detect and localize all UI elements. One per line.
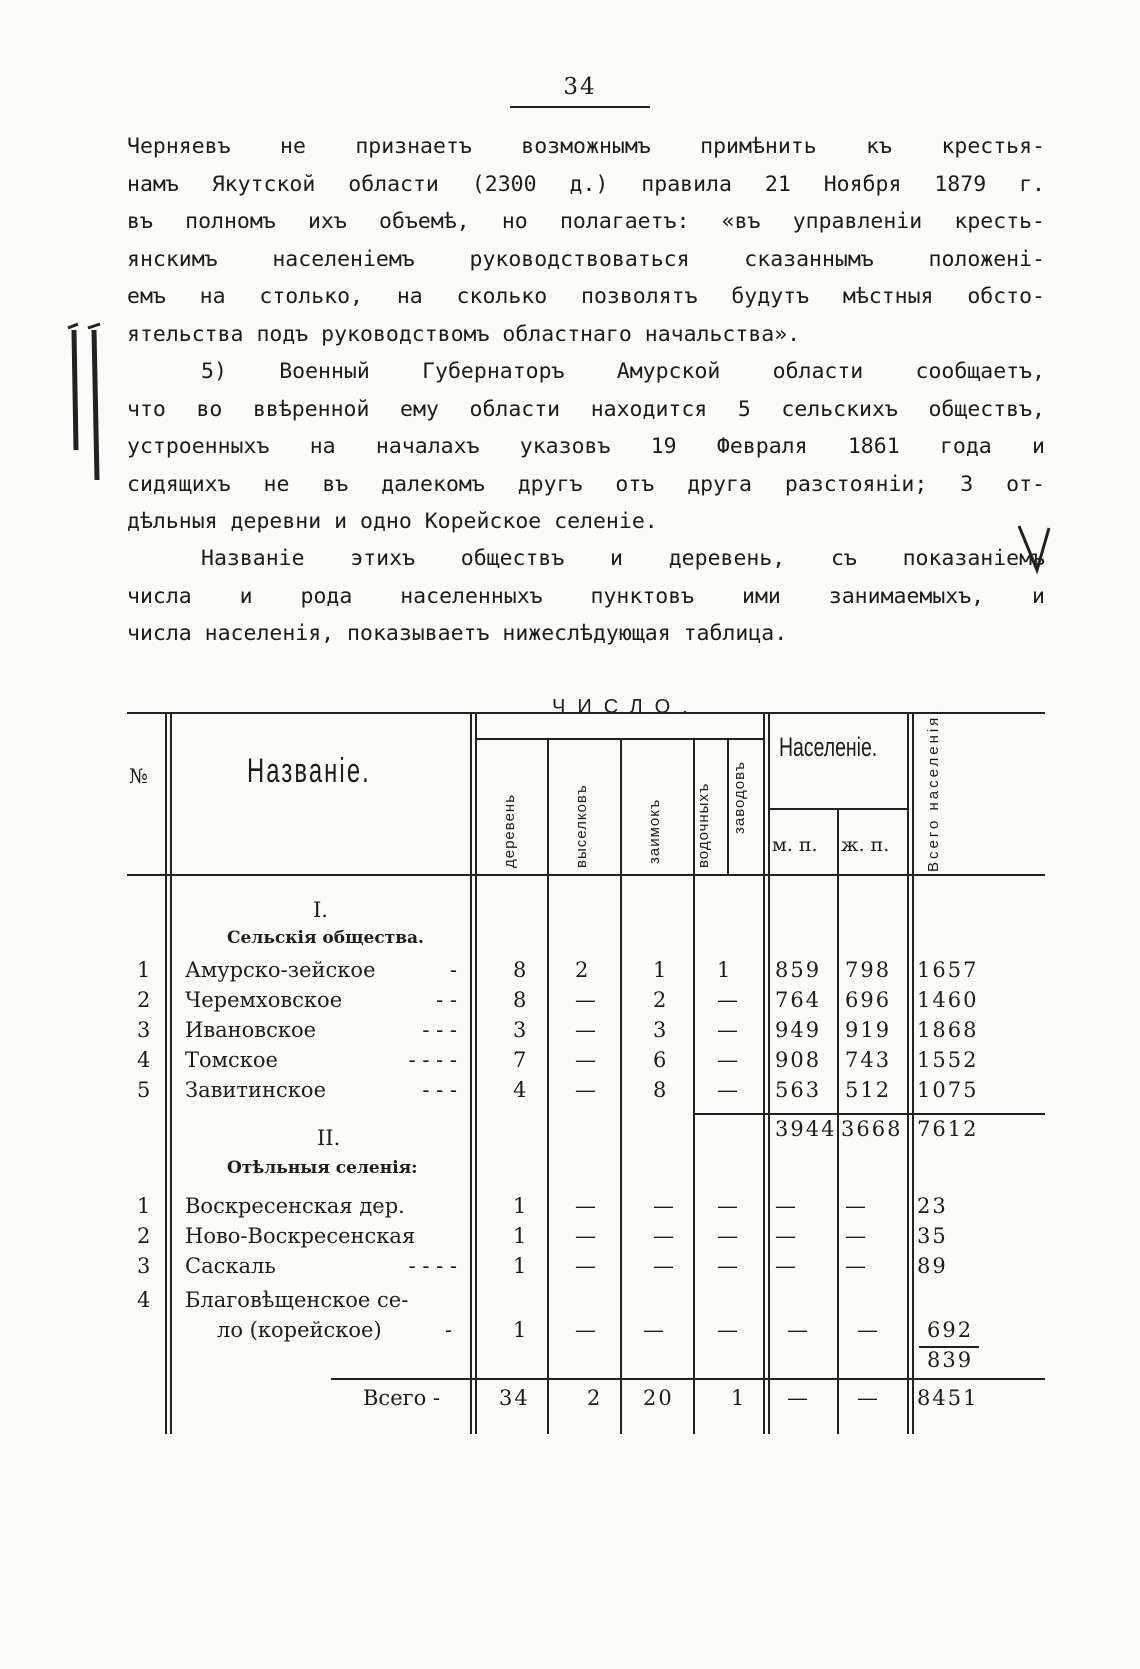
text-line: что во ввѣренной ему области находится 5 сельскихъ обществъ, xyxy=(127,396,1045,422)
header-male: м. п. xyxy=(772,834,818,856)
text-line: въ полномъ ихъ объемѣ, но полагаетъ: «въ управленiи кресть- xyxy=(127,209,1045,234)
cell-total: 1552 xyxy=(917,1048,979,1072)
cell-villages: 8 xyxy=(513,988,529,1012)
row-number: 5 xyxy=(137,1078,151,1102)
row-name: Ивановское xyxy=(185,1018,317,1042)
header-distilleries-2: заводовъ xyxy=(731,761,748,834)
cell-female: 798 xyxy=(845,958,892,982)
grand-total-farmsteads: 20 xyxy=(643,1386,674,1410)
cell-male: — xyxy=(787,1318,808,1342)
row-name: Амурско-зейское xyxy=(185,958,376,982)
header-distilleries-1: водочныхъ xyxy=(695,782,712,868)
subtotal-total: 7612 xyxy=(917,1117,979,1141)
cell-settlements: — xyxy=(575,1018,596,1042)
header-count-group: ЧИСЛО. xyxy=(552,696,700,718)
population-table xyxy=(127,696,1045,1512)
row-number: 2 xyxy=(137,1224,151,1248)
row-number: 1 xyxy=(137,1194,151,1218)
row-number: 2 xyxy=(137,988,151,1012)
cell-total: 89 xyxy=(917,1254,948,1278)
cell-female: 512 xyxy=(845,1078,892,1102)
cell-distilleries: — xyxy=(717,1254,738,1278)
cell-distilleries: 1 xyxy=(717,958,731,982)
row-number: 1 xyxy=(137,958,151,982)
header-settlements: выселковъ xyxy=(573,784,590,868)
text-line: Черняевъ не признаетъ возможнымъ примѣнить къ крестья- xyxy=(127,134,1045,159)
text-line: 5) Военный Губернаторъ Амурской области сообщаетъ, xyxy=(201,359,1045,384)
cell-female: — xyxy=(845,1224,868,1248)
cell-male: 949 xyxy=(775,1018,822,1042)
cell-settlements: 2 xyxy=(575,958,589,982)
section-1-title: Сельскiя общества. xyxy=(227,928,424,948)
cell-male: 764 xyxy=(775,988,822,1012)
cell-farmsteads: — xyxy=(643,1318,664,1342)
header-female: ж. п. xyxy=(841,834,890,856)
cell-distilleries: — xyxy=(717,1224,738,1248)
text-line: янскимъ населенiемъ руководствоваться сказаннымъ положенi- xyxy=(127,246,1045,272)
text-line: устроенныхъ на началахъ указовъ 19 Февраля 1861 года и xyxy=(127,434,1045,459)
cell-female: 919 xyxy=(845,1018,892,1042)
row-name-continued: ло (корейское) xyxy=(217,1318,382,1342)
page-number: 34 xyxy=(510,74,650,108)
row-name: Томское xyxy=(185,1048,278,1072)
cell-farmsteads: — xyxy=(653,1224,676,1248)
cell-female: — xyxy=(845,1254,868,1278)
cell-settlements: — xyxy=(575,1254,596,1278)
grand-total-villages: 34 xyxy=(499,1386,530,1410)
cell-settlements: — xyxy=(575,1318,596,1342)
row-number: 4 xyxy=(137,1288,151,1312)
cell-total: 692 xyxy=(927,1318,974,1342)
cell-farmsteads: 6 xyxy=(653,1048,669,1072)
cell-male: — xyxy=(775,1194,798,1218)
cell-settlements: — xyxy=(575,1224,596,1248)
cell-female: 696 xyxy=(845,988,892,1012)
cell-male: — xyxy=(775,1224,798,1248)
row-number: 3 xyxy=(137,1018,151,1042)
header-number: № xyxy=(129,764,148,788)
row-name: Воскресенская дер. xyxy=(185,1194,405,1218)
header-total-population: Всего населенiя. xyxy=(925,707,942,872)
section-2-number: II. xyxy=(317,1126,341,1150)
subtotal-female: 3668 xyxy=(841,1117,903,1141)
cell-villages: 1 xyxy=(513,1318,529,1342)
section-1-number: I. xyxy=(313,898,328,922)
cell-villages: 4 xyxy=(513,1078,529,1102)
grand-total-female: — xyxy=(857,1386,878,1410)
cell-villages: 1 xyxy=(513,1254,529,1278)
text-line: Названiе этихъ обществъ и деревень, съ показанiемъ xyxy=(201,546,1045,571)
grand-total-population: 8451 xyxy=(917,1386,979,1410)
row-leader-dots: - - - - xyxy=(408,1254,457,1278)
row-number: 3 xyxy=(137,1254,151,1278)
text-line: намъ Якутской области (2300 д.) правила 21 Ноября 1879 г. xyxy=(127,171,1045,197)
cell-male: — xyxy=(775,1254,798,1278)
row-name: Завитинское xyxy=(185,1078,326,1102)
cell-villages: 1 xyxy=(513,1224,529,1248)
cell-total: 1657 xyxy=(917,958,979,982)
cell-total: 23 xyxy=(917,1194,948,1218)
row-leader-dots: - - - xyxy=(422,1018,457,1042)
cell-total: 1868 xyxy=(917,1018,979,1042)
cell-total: 1460 xyxy=(917,988,979,1012)
cell-settlements: — xyxy=(575,1194,596,1218)
text-line: емъ на столько, на сколько позволятъ будутъ мѣстныя обсто- xyxy=(127,284,1045,309)
header-villages: деревень xyxy=(501,793,518,868)
cell-settlements: — xyxy=(575,988,596,1012)
cell-villages: 7 xyxy=(513,1048,529,1072)
section-2-title: Отѣльныя селенiя: xyxy=(227,1158,418,1178)
margin-pencil-mark xyxy=(60,320,120,500)
text-line: числа населенiя, показываетъ нижеслѣдующая таблица. xyxy=(127,621,788,646)
cell-female: 743 xyxy=(845,1048,892,1072)
cell-distilleries: — xyxy=(717,988,738,1012)
margin-check-mark xyxy=(1015,520,1055,580)
cell-villages: 1 xyxy=(513,1194,529,1218)
text-line: ятельства подъ руководствомъ областнаго начальства». xyxy=(127,321,801,347)
text-line: сидящихъ не въ далекомъ другъ отъ друга разстоянiи; 3 от- xyxy=(127,471,1045,497)
subtotal-male: 3944 xyxy=(775,1117,837,1141)
cell-female: — xyxy=(857,1318,878,1342)
row-leader-dots: - xyxy=(449,958,457,982)
header-population-group: Населенiе. xyxy=(779,732,878,762)
row-leader-dots: - - - - xyxy=(408,1048,457,1072)
cell-farmsteads: — xyxy=(653,1254,676,1278)
cell-distilleries: — xyxy=(717,1194,738,1218)
row-leader-dots: - xyxy=(445,1318,453,1342)
grand-total-label: Всего - xyxy=(363,1386,441,1410)
cell-male: 859 xyxy=(775,958,822,982)
cell-settlements: — xyxy=(575,1048,596,1072)
header-name: Названiе. xyxy=(247,752,371,790)
cell-farmsteads: 3 xyxy=(653,1018,669,1042)
text-line: числа и рода населенныхъ пунктовъ ими занимаемыхъ, и xyxy=(127,583,1045,609)
cell-distilleries: — xyxy=(717,1048,738,1072)
cell-villages: 3 xyxy=(513,1018,529,1042)
paragraph-3 xyxy=(127,540,1045,653)
row-name: Благовѣщенское се- xyxy=(185,1288,409,1312)
cell-male: 563 xyxy=(775,1078,822,1102)
text-line: дѣльныя деревни и одно Корейское селенiе. xyxy=(127,509,658,534)
section-2-subtotal: 839 xyxy=(927,1348,974,1372)
cell-farmsteads: 1 xyxy=(653,958,669,982)
cell-farmsteads: — xyxy=(653,1194,676,1218)
cell-settlements: — xyxy=(575,1078,596,1102)
header-farmsteads: заимокъ xyxy=(646,798,663,864)
paragraph-1 xyxy=(127,128,1045,353)
row-name: Саскаль xyxy=(185,1254,276,1278)
row-leader-dots: - - xyxy=(436,988,457,1012)
row-leader-dots: - - - xyxy=(422,1078,457,1102)
row-number: 4 xyxy=(137,1048,151,1072)
grand-total-male: — xyxy=(787,1386,808,1410)
grand-total-distilleries: 1 xyxy=(731,1386,747,1410)
cell-male: 908 xyxy=(775,1048,822,1072)
cell-distilleries: — xyxy=(717,1078,738,1102)
cell-distilleries: — xyxy=(717,1018,738,1042)
row-name: Черемховское xyxy=(185,988,343,1012)
grand-total-settlements: 2 xyxy=(587,1386,603,1410)
row-name: Ново-Воскресенская xyxy=(185,1224,416,1248)
cell-total: 1075 xyxy=(917,1078,979,1102)
cell-farmsteads: 8 xyxy=(653,1078,669,1102)
paragraph-2 xyxy=(127,353,1045,541)
cell-villages: 8 xyxy=(513,958,529,982)
cell-female: — xyxy=(845,1194,868,1218)
cell-distilleries: — xyxy=(717,1318,738,1342)
cell-total: 35 xyxy=(917,1224,948,1248)
cell-farmsteads: 2 xyxy=(653,988,669,1012)
